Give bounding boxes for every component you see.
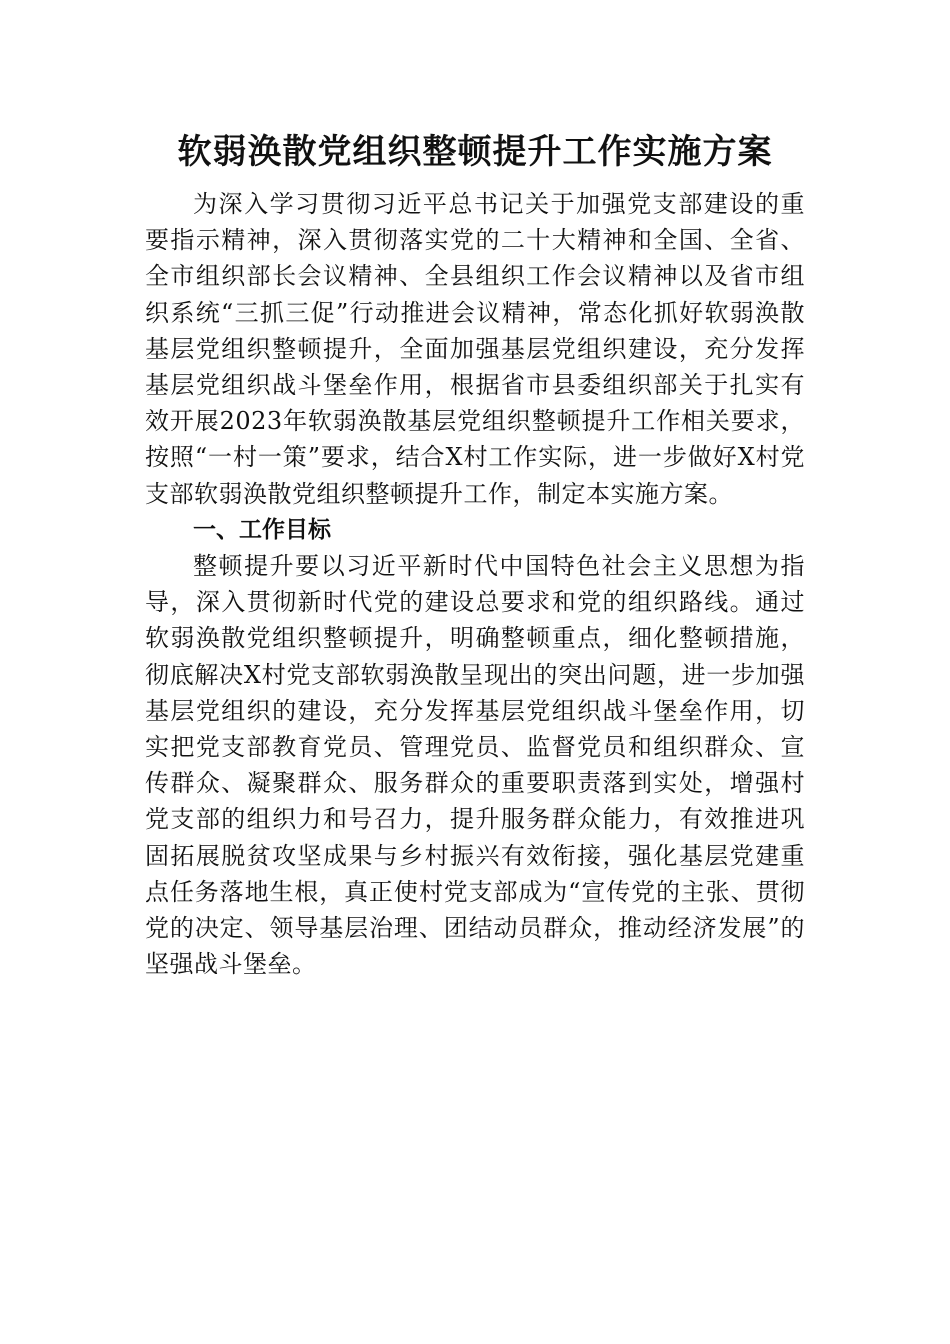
document-title: 软弱涣散党组织整顿提升工作实施方案 [177, 132, 773, 172]
intro-paragraph: 为深入学习贯彻习近平总书记关于加强党支部建设的重要指示精神，深入贯彻落实党的二十大精神和全国、全省、全市组织部长会议精神、全县组织工作会议精神以及省市组织系统“三抓三促”行动推进会议精神，常态化抓好软弱涣散基层党组织整顿提升，全面加强基层党组织建设，充分发挥基层党组织战斗堡垒作用，根据省市县委组织部关于扎实有效开展2023年软弱涣散基层党组织整顿提升工作相关要求，按照“一村一策”要求，结合X村工作实际，进一步做好X村党支部软弱涣散党组织整顿提升工作，制定本实施方案。 [145, 190, 805, 508]
section-heading-work-goals: 一、工作目标 [193, 516, 331, 543]
document-body [145, 186, 805, 982]
section-paragraph-work-goals: 整顿提升要以习近平新时代中国特色社会主义思想为指导，深入贯彻新时代党的建设总要求和党的组织路线。通过软弱涣散党组织整顿提升，明确整顿重点，细化整顿措施，彻底解决X村党支部软弱涣散呈现出的突出问题，进一步加强基层党组织的建设，充分发挥基层党组织战斗堡垒作用，切实把党支部教育党员、管理党员、监督党员和组织群众、宣传群众、凝聚群众、服务群众的重要职责落到实处，增强村党支部的组织力和号召力，提升服务群众能力，有效推进巩固拓展脱贫攻坚成果与乡村振兴有效衔接，强化基层党建重点任务落地生根，真正使村党支部成为“宣传党的主张、贯彻党的决定、领导基层治理、团结动员群众，推动经济发展”的坚强战斗堡垒。 [145, 552, 805, 979]
